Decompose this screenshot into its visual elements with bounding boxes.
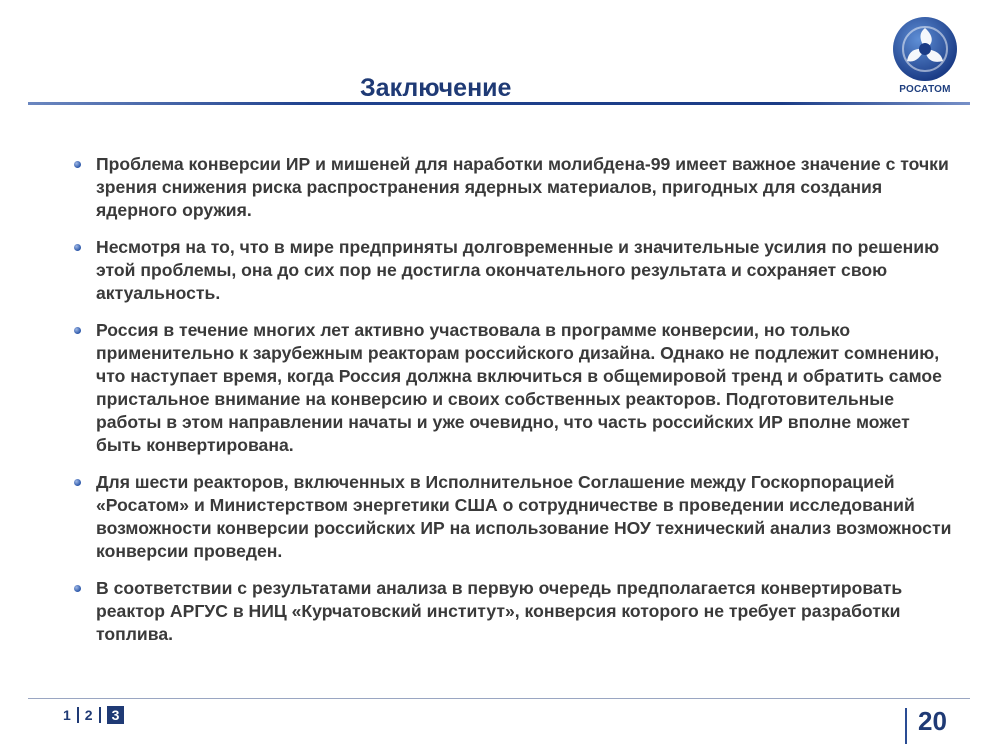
title-divider (28, 102, 970, 105)
bullet-text: Проблема конверсии ИР и мишеней для наработки молибдена-99 имеет важное значение с точки зрения снижения риска распространения ядерных материалов, пригодных для создания ядерного оружия. (96, 154, 949, 220)
page-title: Заключение (360, 74, 512, 102)
bullet-text: Несмотря на то, что в мире предприняты долговременные и значительные усилия по решению этой проблемы, она до сих пор не достигла окончательного результата и сохраняет свою актуальность. (96, 237, 940, 303)
bullet-dot-icon (74, 585, 81, 592)
bullet-item (72, 471, 952, 563)
bullet-item (72, 236, 952, 305)
bullet-text: Россия в течение многих лет активно участвовала в программе конверсии, но только применительно к зарубежным реакторам российского дизайна. Однако не подлежит сомнению, что наступает время, когда Россия должна включиться в общемировой тренд и обратить самое пристальное внимание на конверсию и своих собственных реакторов. Подготовительные работы в этом направлении начаты и уже очевидно, что часть российских ИР вполне может быть конвертирована. (96, 320, 942, 455)
bullet-list (72, 153, 952, 660)
rosatom-logo (890, 14, 960, 98)
bullet-dot-icon (74, 244, 81, 251)
nav-section-1[interactable]: 1 (63, 707, 71, 723)
bullet-item (72, 153, 952, 222)
bullet-dot-icon (74, 479, 81, 486)
nav-section-2[interactable]: 2 (84, 707, 93, 723)
nav-separator (99, 707, 101, 723)
page-number: 20 (918, 706, 947, 736)
page-number-separator (905, 708, 907, 744)
nav-section-3-active[interactable]: 3 (107, 706, 125, 724)
bullet-item (72, 577, 952, 646)
bullet-item (72, 319, 952, 457)
rosatom-emblem-icon (890, 14, 960, 84)
bullet-text: Для шести реакторов, включенных в Исполнительное Соглашение между Госкорпорацией «Росатом» и Министерством энергетики США о сотрудничестве в проведении исследований возможности конверсии российских ИР на использование НОУ технический анализ возможности конверсии проведен. (96, 472, 952, 561)
bullet-dot-icon (74, 161, 81, 168)
bullet-text: В соответствии с результатами анализа в первую очередь предполагается конвертировать реактор АРГУС в НИЦ «Курчатовский институт», конверсия которого не требует разработки топлива. (96, 578, 903, 644)
footer-divider (28, 698, 970, 699)
logo-wordmark: РОСАТОМ (899, 84, 951, 95)
section-nav (57, 705, 124, 725)
bullet-dot-icon (74, 327, 81, 334)
